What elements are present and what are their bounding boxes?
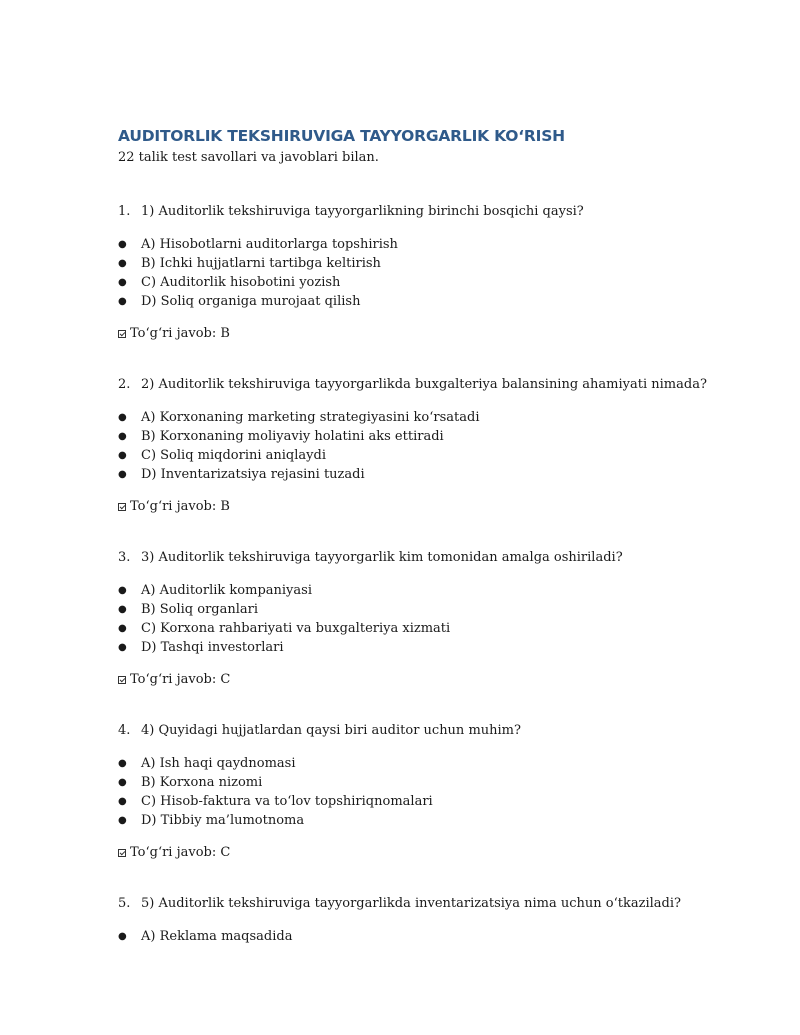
question-list	[118, 202, 718, 946]
bullet-icon: ●	[118, 931, 127, 942]
option-text: C) Auditorlik hisobotini yozish	[141, 275, 341, 290]
option-item	[118, 773, 718, 792]
document-subtitle: 22 talik test savollari va javoblari bilan.	[118, 150, 379, 165]
correct-answer-text: To‘g‘ri javob: B	[130, 326, 230, 341]
option-text: C) Soliq miqdorini aniqlaydi	[141, 448, 326, 463]
bullet-icon: ●	[118, 777, 127, 788]
option-text: D) Tashqi investorlari	[141, 640, 284, 655]
question-block	[118, 721, 718, 863]
option-text: A) Auditorlik kompaniyasi	[141, 583, 312, 598]
option-list	[118, 927, 718, 946]
checkbox-check-icon	[118, 330, 126, 338]
checkbox-check-icon	[118, 676, 126, 684]
option-list	[118, 408, 718, 484]
correct-answer-text: To‘g‘ri javob: B	[130, 499, 230, 514]
option-item	[118, 273, 718, 292]
question-block	[118, 894, 718, 946]
option-list	[118, 235, 718, 311]
bullet-icon: ●	[118, 450, 127, 461]
option-item	[118, 408, 718, 427]
option-list	[118, 581, 718, 657]
question-block	[118, 375, 718, 517]
correct-answer	[118, 670, 718, 690]
option-text: B) Soliq organlari	[141, 602, 259, 617]
option-item	[118, 235, 718, 254]
option-text: C) Korxona rahbariyati va buxgalteriya xizmati	[141, 621, 451, 636]
option-item	[118, 811, 718, 830]
question-text-row	[118, 894, 718, 914]
bullet-icon: ●	[118, 796, 127, 807]
question-number: 1.	[118, 204, 131, 219]
option-text: B) Korxonaning moliyaviy holatini aks ettiradi	[141, 429, 444, 444]
correct-answer-text: To‘g‘ri javob: C	[130, 845, 231, 860]
option-item	[118, 792, 718, 811]
option-item	[118, 754, 718, 773]
bullet-icon: ●	[118, 412, 127, 423]
checkbox-check-icon	[118, 849, 126, 857]
option-item	[118, 619, 718, 638]
option-item	[118, 600, 718, 619]
option-item	[118, 292, 718, 311]
question-text-row	[118, 375, 718, 395]
bullet-icon: ●	[118, 623, 127, 634]
option-text: A) Ish haqi qaydnomasi	[141, 756, 296, 771]
question-text-row	[118, 202, 718, 222]
option-item	[118, 581, 718, 600]
option-item	[118, 927, 718, 946]
option-item	[118, 465, 718, 484]
option-list	[118, 754, 718, 830]
question-block	[118, 548, 718, 690]
correct-answer-text: To‘g‘ri javob: C	[130, 672, 231, 687]
question-number: 4.	[118, 723, 131, 738]
bullet-icon: ●	[118, 815, 127, 826]
bullet-icon: ●	[118, 431, 127, 442]
option-text: C) Hisob-faktura va to‘lov topshiriqnomalari	[141, 794, 433, 809]
option-text: A) Korxonaning marketing strategiyasini ko‘rsatadi	[141, 410, 480, 425]
option-text: B) Ichki hujjatlarni tartibga keltirish	[141, 256, 381, 271]
bullet-icon: ●	[118, 239, 127, 250]
option-item	[118, 638, 718, 657]
option-text: A) Hisobotlarni auditorlarga topshirish	[141, 237, 398, 252]
question-text: 3) Auditorlik tekshiruviga tayyorgarlik kim tomonidan amalga oshiriladi?	[141, 550, 623, 565]
option-item	[118, 427, 718, 446]
question-text-row	[118, 721, 718, 741]
option-item	[118, 254, 718, 273]
bullet-icon: ●	[118, 642, 127, 653]
option-text: B) Korxona nizomi	[141, 775, 263, 790]
checkbox-check-icon	[118, 503, 126, 511]
question-number: 3.	[118, 550, 131, 565]
question-text: 2) Auditorlik tekshiruviga tayyorgarlikda buxgalteriya balansining ahamiyati nimada?	[141, 377, 707, 392]
question-text: 5) Auditorlik tekshiruviga tayyorgarlikda inventarizatsiya nima uchun o‘tkaziladi?	[141, 896, 681, 911]
correct-answer	[118, 324, 718, 344]
question-number: 5.	[118, 896, 131, 911]
question-text: 4) Quyidagi hujjatlardan qaysi biri auditor uchun muhim?	[141, 723, 521, 738]
option-text: D) Tibbiy ma’lumotnoma	[141, 813, 305, 828]
correct-answer	[118, 843, 718, 863]
bullet-icon: ●	[118, 604, 127, 615]
bullet-icon: ●	[118, 469, 127, 480]
bullet-icon: ●	[118, 277, 127, 288]
document-title: AUDITORLIK TEKSHIRUVIGA TAYYORGARLIK KO‘RISH	[118, 127, 565, 145]
option-text: D) Soliq organiga murojaat qilish	[141, 294, 361, 309]
question-text-row	[118, 548, 718, 568]
question-text: 1) Auditorlik tekshiruviga tayyorgarlikning birinchi bosqichi qaysi?	[141, 204, 584, 219]
bullet-icon: ●	[118, 758, 127, 769]
bullet-icon: ●	[118, 585, 127, 596]
option-item	[118, 446, 718, 465]
bullet-icon: ●	[118, 296, 127, 307]
document-page	[118, 124, 718, 946]
option-text: D) Inventarizatsiya rejasini tuzadi	[141, 467, 365, 482]
option-text: A) Reklama maqsadida	[141, 929, 293, 944]
correct-answer	[118, 497, 718, 517]
question-number: 2.	[118, 377, 131, 392]
question-block	[118, 202, 718, 344]
bullet-icon: ●	[118, 258, 127, 269]
